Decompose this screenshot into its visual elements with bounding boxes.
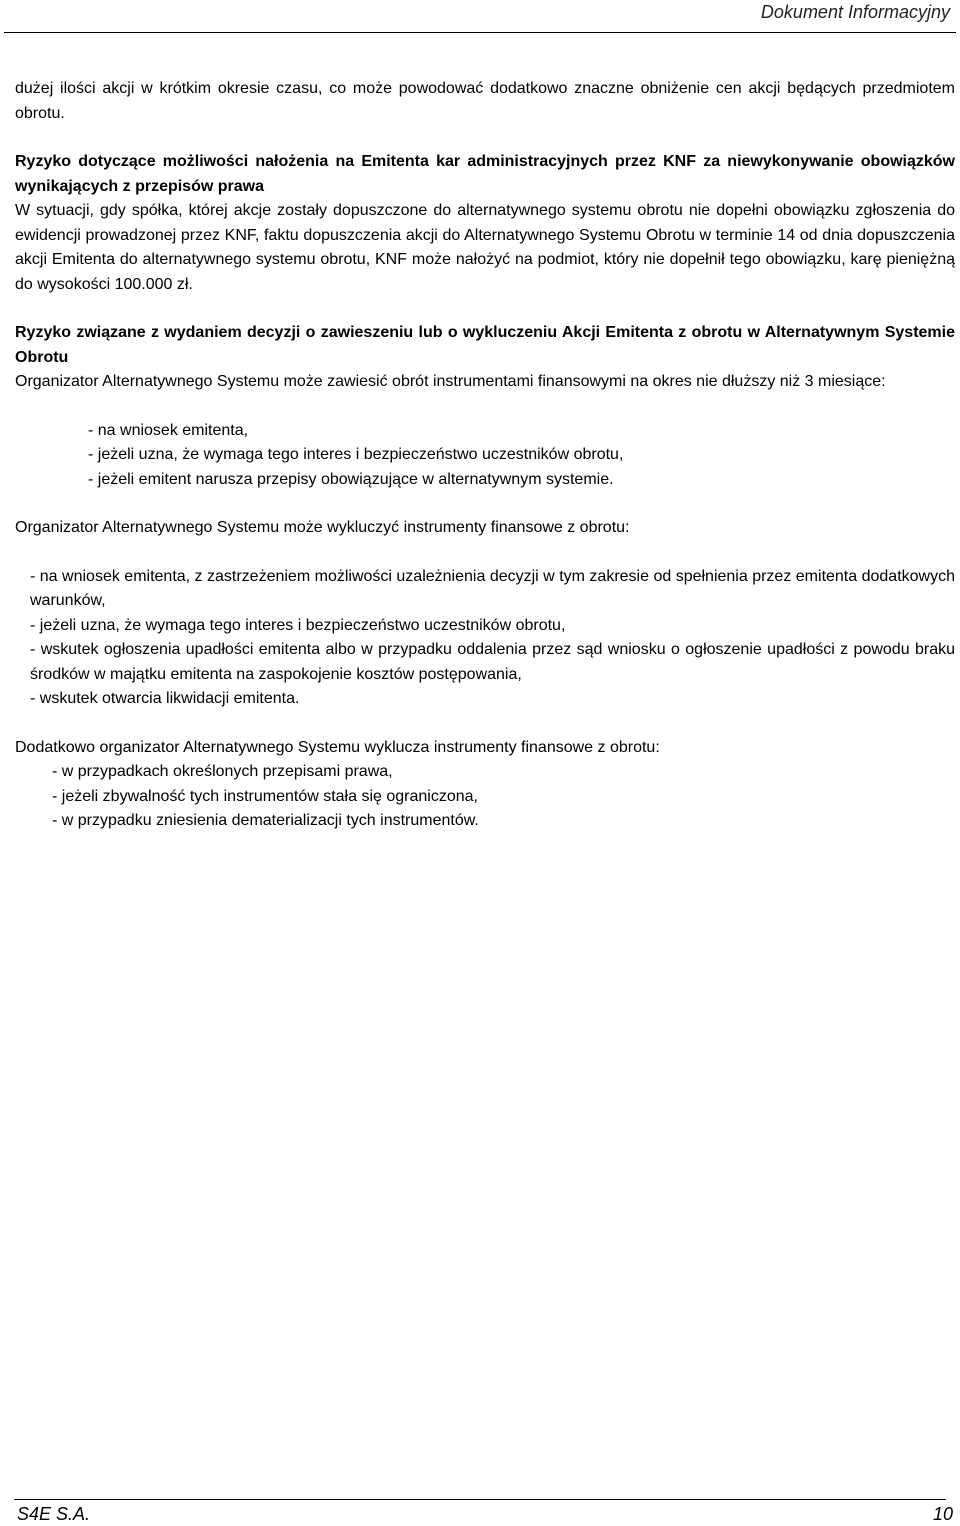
header-divider bbox=[4, 32, 956, 33]
list-item: - w przypadku zniesienia dematerializacji tych instrumentów. bbox=[52, 812, 479, 829]
list-item: - jeżeli uzna, że wymaga tego interes i bezpieczeństwo uczestników obrotu, bbox=[30, 616, 566, 634]
knf-risk-paragraph: W sytuacji, gdy spółka, której akcje zostały dopuszczone do alternatywnego systemu obrotu nie dopełni obowiązku zgłoszenia do ewidencji prowadzonej przez KNF, faktu dopuszczenia akcji do Alternatywnego Systemu Obrotu w terminie 14 od dnia dopuszczenia akcji Emitenta do alternatywnego systemu obrotu, KNF może nałożyć na podmiot, który nie dopełnił tego obowiązku, karę pieniężną do wysokości 100.000 zł. bbox=[15, 202, 955, 293]
suspension-list bbox=[88, 419, 955, 493]
page-number: 10 bbox=[932, 1504, 953, 1524]
additional-exclusion-list bbox=[52, 760, 955, 834]
document-body bbox=[15, 77, 955, 834]
list-item: - jeżeli uzna, że wymaga tego interes i bezpieczeństwo uczestników obrotu, bbox=[88, 446, 624, 463]
suspension-paragraph: Organizator Alternatywnego Systemu może zawiesić obrót instrumentami finansowymi na okres nie dłuższy niż 3 miesiące: bbox=[15, 373, 886, 390]
knf-risk-heading: Ryzyko dotyczące możliwości nałożenia na Emitenta kar administracyjnych przez KNF za niewykonywanie obowiązków wynikających z przepisów prawa bbox=[15, 153, 955, 195]
additional-exclusion-paragraph: Dodatkowo organizator Alternatywnego Systemu wyklucza instrumenty finansowe z obrotu: bbox=[15, 738, 660, 756]
document-title: Dokument Informacyjny bbox=[760, 2, 950, 22]
list-item: - wskutek otwarcia likwidacji emitenta. bbox=[30, 690, 300, 707]
page-header bbox=[0, 0, 960, 33]
exclusion-paragraph: Organizator Alternatywnego Systemu może wykluczyć instrumenty finansowe z obrotu: bbox=[15, 519, 630, 536]
list-item: - na wniosek emitenta, bbox=[88, 421, 249, 439]
list-item: - jeżeli zbywalność tych instrumentów stała się ograniczona, bbox=[52, 787, 478, 805]
company-name: S4E S.A. bbox=[17, 1504, 91, 1524]
footer-divider bbox=[14, 1499, 946, 1500]
list-item: - wskutek ogłoszenia upadłości emitenta albo w przypadku oddalenia przez sąd wniosku o ogłoszenie upadłości z powodu braku środków w majątku emitenta na zaspokojenie kosztów postępowania, bbox=[30, 641, 955, 683]
suspension-risk-heading: Ryzyko związane z wydaniem decyzji o zawieszeniu lub o wykluczeniu Akcji Emitenta z obrotu w Alternatywnym Systemie Obrotu bbox=[15, 324, 955, 366]
page-footer bbox=[0, 1499, 960, 1526]
list-item: - na wniosek emitenta, z zastrzeżeniem możliwości uzależnienia decyzji w tym zakresie od spełnienia przez emitenta dodatkowych warunków, bbox=[30, 567, 955, 609]
intro-paragraph: dużej ilości akcji w krótkim okresie czasu, co może powodować dodatkowo znaczne obniżenie cen akcji będących przedmiotem obrotu. bbox=[15, 80, 955, 122]
list-item: - jeżeli emitent narusza przepisy obowiązujące w alternatywnym systemie. bbox=[88, 470, 614, 488]
list-item: - w przypadkach określonych przepisami prawa, bbox=[52, 763, 393, 780]
exclusion-list bbox=[30, 565, 955, 712]
